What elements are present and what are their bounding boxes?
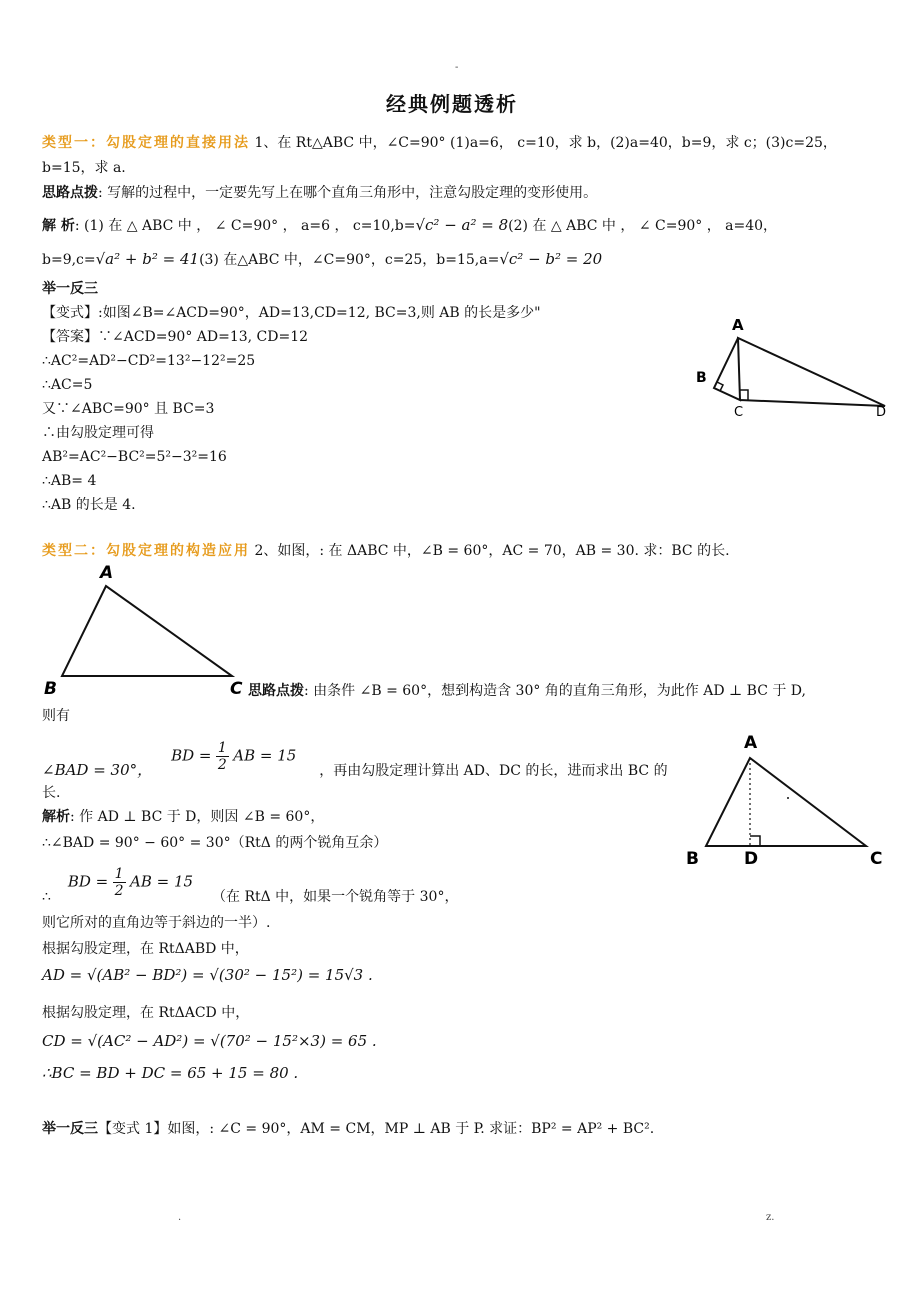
type1-solution-b: b=9,c= bbox=[42, 252, 96, 268]
figure2-label-a: A bbox=[100, 563, 114, 583]
type2-solution-3 bbox=[42, 866, 459, 905]
type2-solution-4: 则它所对的直角边等于斜边的一半）. bbox=[42, 915, 271, 931]
type2-hint-cont: 则有 bbox=[42, 708, 70, 724]
figure3-label-a: A bbox=[744, 733, 758, 753]
type2-solution-2: ∴∠BAD = 90° − 60° = 30°（RtΔ 的两个锐角互余） bbox=[42, 835, 388, 851]
type1-solution-b2: (3) 在△ABC 中，∠C=90°，c=25，b=15,a= bbox=[199, 252, 500, 268]
figure1-label-c: C bbox=[734, 405, 744, 420]
figure3-label-d: D bbox=[744, 849, 759, 869]
type2-solution-6: AD = √(AB² − BD²) = √(30² − 15²) = 15√3 . bbox=[42, 966, 373, 984]
type2-solution-3-lhs: BD = bbox=[67, 872, 109, 891]
type1-solution-line1 bbox=[42, 216, 777, 235]
type2-solution-label: 解析 bbox=[42, 809, 70, 825]
type2-solution-3-fraction bbox=[113, 866, 126, 899]
figure-quadrilateral-abcd bbox=[690, 310, 890, 420]
type2-hint-label: 思路点拨 bbox=[248, 683, 304, 699]
type1-answer-line-2: ∴AC=5 bbox=[42, 377, 93, 393]
figure3-label-b: B bbox=[686, 849, 699, 869]
type2-solution-3-rhs: AB = 15 bbox=[130, 872, 194, 891]
type2-eq1: ∠BAD = 30°， bbox=[42, 760, 153, 779]
type2-solution-3-den: 2 bbox=[114, 883, 124, 899]
type1-solution-expr-c: √a² + b² = 41 bbox=[95, 250, 200, 268]
type1-practice-label: 举一反三 bbox=[42, 281, 98, 297]
type2-eq2-num: 1 bbox=[217, 740, 227, 756]
type1-answer-line-1: ∴AC²=AD²−CD²=13²−12²=25 bbox=[42, 353, 256, 369]
type2-solution-8: CD = √(AC² − AD²) = √(70² − 15²×3) = 65 . bbox=[42, 1032, 377, 1050]
type2-problem-line bbox=[42, 542, 730, 560]
type2-eq2-lhs: BD = bbox=[171, 746, 212, 765]
type2-eq2-fraction bbox=[216, 740, 229, 773]
type2-solution-9: ∴BC = BD + DC = 65 + 15 = 80 . bbox=[42, 1064, 299, 1082]
type2-eq-line bbox=[42, 740, 668, 779]
type1-answer-line-4: ∴由勾股定理可得 bbox=[42, 425, 154, 441]
figure1-label-b: B bbox=[696, 370, 707, 386]
type1-solution-expr-b: √c² − a² = 8 bbox=[415, 216, 509, 234]
type2-problem: 2、如图，: 在 ΔABC 中，∠B = 60°，AC = 70，AB = 30. 求：BC 的长. bbox=[254, 543, 730, 559]
figure-triangle-abc-altitude bbox=[680, 728, 890, 873]
footer-left-mark: . bbox=[178, 1212, 182, 1223]
type1-answer-line-3: 又∵∠ABC=90° 且 BC=3 bbox=[42, 401, 215, 417]
type2-eq2-tail: ，再由勾股定理计算出 AD、DC 的长，进而求出 BC 的 bbox=[319, 762, 668, 779]
type2-solution-3-num: 1 bbox=[114, 866, 124, 882]
type2-hint-text: : 由条件 ∠B = 60°，想到构造含 30° 角的直角三角形，为此作 AD ⊥ BC 于 D, bbox=[304, 683, 806, 699]
page-title: 经典例题透析 bbox=[386, 92, 518, 116]
type2-solution-1-text: : 作 AD ⊥ BC 于 D，则因 ∠B = 60°， bbox=[70, 809, 325, 825]
type1-solution-line2 bbox=[42, 250, 602, 269]
figure3-label-c: C bbox=[870, 849, 883, 869]
figure1-label-d: D bbox=[876, 405, 887, 420]
figure1-right-angle-c bbox=[740, 390, 748, 400]
practice2-text: 【变式 1】如图，: ∠C = 90°，AM = CM，MP ⊥ AB 于 P. 求证：BP² = AP² + BC². bbox=[98, 1121, 655, 1137]
type1-answer-line-6: ∴AB= 4 bbox=[42, 473, 97, 489]
header-mark: - bbox=[455, 62, 459, 73]
type1-hint-text: : 写解的过程中，一定要先写上在哪个直角三角形中，注意勾股定理的变形使用。 bbox=[98, 185, 598, 201]
figure1-lines bbox=[714, 338, 885, 406]
figure2-label-c: C bbox=[230, 679, 243, 699]
type2-solution-7: 根据勾股定理，在 RtΔACD 中， bbox=[42, 1005, 250, 1021]
type1-variant: 【变式】:如图∠B=∠ACD=90°，AD=13,CD=12, BC=3,则 AB 的长是多少" bbox=[42, 305, 541, 321]
type1-solution-a: : (1) 在 △ ABC 中 ， ∠ C=90° ， a=6 ， c=10,b= bbox=[74, 218, 416, 234]
figure3-triangle bbox=[706, 758, 866, 846]
type2-solution-5: 根据勾股定理，在 RtΔABD 中， bbox=[42, 941, 249, 957]
type2-eq2-den: 2 bbox=[217, 757, 227, 773]
type1-answer-line-7: ∴AB 的长是 4. bbox=[42, 497, 136, 513]
figure-triangle-abc bbox=[40, 560, 250, 700]
figure3-dot bbox=[787, 797, 789, 799]
type1-problem-line bbox=[42, 134, 837, 152]
type1-hint-label: 思路点拨 bbox=[42, 185, 98, 201]
type1-problem-b: b=15，求 a. bbox=[42, 160, 126, 176]
type1-answer-line-0: 【答案】∵∠ACD=90° AD=13, CD=12 bbox=[42, 329, 309, 345]
figure2-label-b: B bbox=[44, 679, 57, 699]
type1-solution-a2: (2) 在 △ ABC 中 ， ∠ C=90° ， a=40， bbox=[508, 218, 778, 234]
type2-eq2-cont: 长. bbox=[42, 785, 61, 801]
type1-problem-a: 1、在 Rt△ABC 中，∠C=90° (1)a=6， c=10，求 b，(2)a=40，b=9，求 c；(3)c=25， bbox=[254, 135, 837, 151]
figure2-triangle bbox=[62, 586, 232, 676]
type1-answer-line-5: AB²=AC²−BC²=5²−3²=16 bbox=[42, 449, 227, 465]
type2-eq2-rhs: AB = 15 bbox=[233, 746, 297, 765]
figure3-right-angle bbox=[750, 836, 760, 846]
type1-heading: 类型一：勾股定理的直接用法 bbox=[42, 135, 250, 151]
figure1-label-a: A bbox=[732, 316, 744, 334]
type2-solution-3-tail: （在 RtΔ 中，如果一个锐角等于 30°， bbox=[212, 888, 459, 905]
type1-solution-label: 解 析 bbox=[42, 218, 75, 234]
type2-solution-1 bbox=[42, 808, 324, 826]
footer-right-mark: z. bbox=[766, 1212, 775, 1223]
type2-heading: 类型二：勾股定理的构造应用 bbox=[42, 543, 250, 559]
type1-solution-expr-a: √c² − b² = 20 bbox=[499, 250, 603, 268]
practice2-line bbox=[42, 1120, 654, 1138]
type1-hint bbox=[42, 184, 597, 202]
type2-hint bbox=[248, 682, 806, 700]
type2-solution-3-pre: ∴ bbox=[42, 888, 51, 905]
practice2-label: 举一反三 bbox=[42, 1121, 98, 1137]
